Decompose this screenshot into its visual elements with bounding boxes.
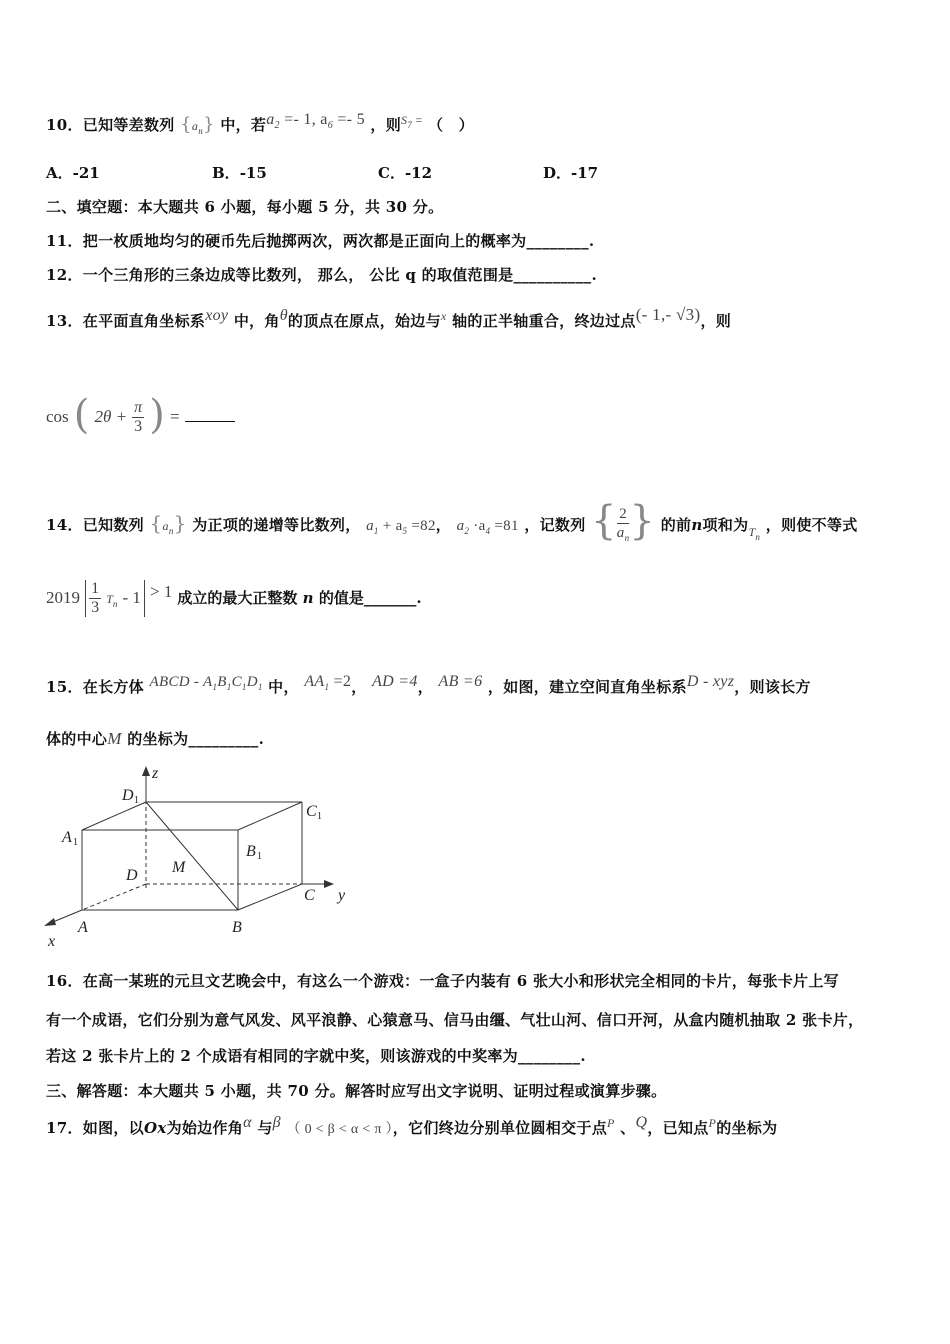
option-b: B．-15 <box>212 164 267 182</box>
diagonal-d1-b <box>146 802 238 910</box>
q14-inequality: 2019 $\frac{1}{3}$ $T_n - 1 > 1$ 成立的最大正整数 n 的值是_______. <box>46 580 422 616</box>
label-a: A <box>78 919 88 936</box>
label-b1-sub: 1 <box>257 851 262 862</box>
option-c: C．-12 <box>378 164 433 182</box>
label-a1-sub: 1 <box>73 837 78 848</box>
label-c: C <box>304 887 315 904</box>
question-12: 12．一个三角形的三条边成等比数列， 那么， 公比 q 的取值范围是__________. <box>46 266 597 284</box>
label-y: y <box>338 887 346 904</box>
question-15: 15．在长方体 ABCD - $A_1B_1C_1D_1$ 中， $AA_1 =2$， AD =4， AB =6 ，如图，建立空间直角坐标系D - xyz，则该长方 <box>46 673 811 696</box>
label-m: M <box>172 859 186 876</box>
cuboid-figure <box>40 760 360 950</box>
y-axis-arrow <box>324 880 334 888</box>
x-axis-arrow <box>44 918 56 926</box>
z-axis-arrow <box>142 766 150 776</box>
option-a: A．-21 <box>46 164 100 182</box>
question-16-line1: 16．在高一某班的元旦文艺晚会中，有这么一个游戏：一盒子内装有 6 张大小和形状完全相同的卡片，每张卡片上写 <box>46 972 839 990</box>
label-d: D <box>126 867 138 884</box>
label-d1-sub: 1 <box>134 795 139 806</box>
question-11: 11．把一枚质地均匀的硬币先后抛掷两次，两次都是正面向上的概率为________. <box>46 232 595 250</box>
front-face <box>82 830 238 910</box>
question-16-line3: 若这 2 张卡片上的 2 个成语有相同的字就中奖，则该游戏的中奖率为________. <box>46 1047 586 1065</box>
top-face <box>82 802 302 830</box>
question-15-line2: 体的中心M 的坐标为_________. <box>46 729 265 748</box>
section-2-heading: 二、填空题：本大题共 6 小题，每小题 5 分，共 30 分。 <box>46 198 444 216</box>
label-b: B <box>232 919 242 936</box>
label-d1: D <box>122 787 134 804</box>
label-x: x <box>48 933 56 950</box>
label-b1: B <box>246 843 256 860</box>
x-axis <box>82 884 146 910</box>
label-c1: C <box>306 803 317 820</box>
question-16-line2: 有一个成语，它们分别为意气风发、风平浪静、心猿意马、信马由缰、气壮山河、信口开河，从盒内随机抽取 2 张卡片， <box>46 1011 864 1029</box>
section-3-heading: 三、解答题：本大题共 5 小题，共 70 分。解答时应写出文字说明、证明过程或演算步骤。 <box>46 1082 667 1100</box>
option-d: D．-17 <box>543 164 599 182</box>
question-17: 17．如图，以Ox为始边作角α 与β （ 0 < β < α < π ），它们终边分别单位圆相交于点$^P$ 、Q，已知点$^P$的坐标为 <box>46 1114 778 1137</box>
label-a1: A <box>62 829 72 846</box>
label-z: z <box>152 765 159 782</box>
q13-expression: cos ( 2θ + $\frac{\pi}{3}$ ) = <box>46 386 235 436</box>
question-14: 14．已知数列 $\{a_n\}$ 为正项的递增等比数列， $a_1 + a_5 =82$， $a_2 \cdot a_4 =81$ ，记数列 { $\frac{2}{a_n}$ } 的前n项和为$_{Tn}$ ，则使不等式 <box>46 498 858 544</box>
question-10: 10．已知等差数列 $\{a_n\}$ 中，若$a_2 =- 1$, $a_6 =- 5$ ，则$^S_7$ = （ ） <box>46 111 474 136</box>
label-c1-sub: 1 <box>317 811 322 822</box>
question-13: 13．在平面直角坐标系xoy 中，角θ的顶点在原点，始边与$^x$ 轴的正半轴重合，终边过点(- 1,- √3)，则 <box>46 305 732 330</box>
